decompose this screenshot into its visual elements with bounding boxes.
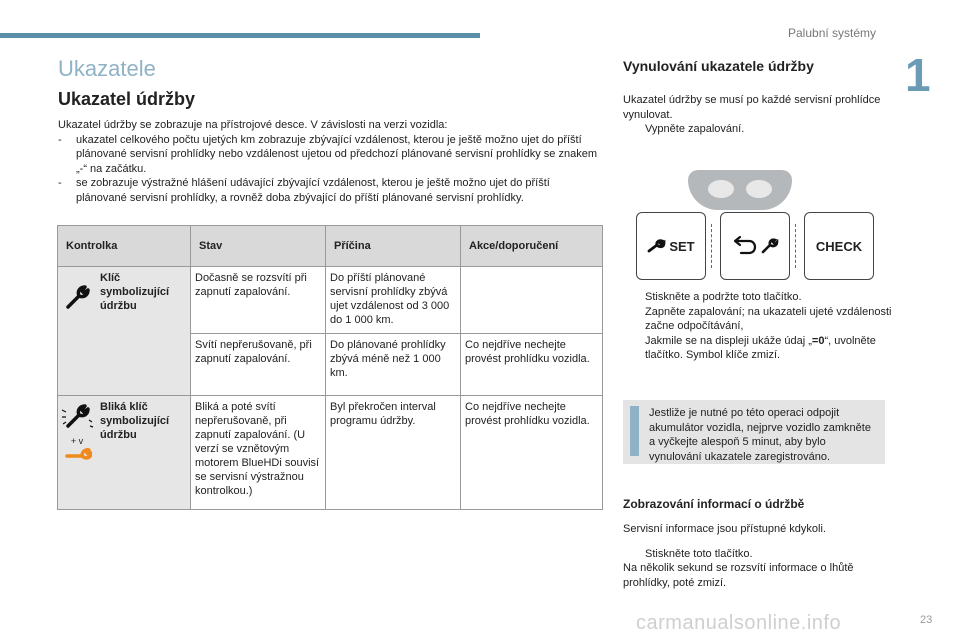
- page-number: 23: [920, 614, 933, 626]
- reset-step-4-value: =0: [811, 334, 825, 347]
- info-paragraph: Servisní informace jsou přístupné kdykoli.: [623, 523, 826, 535]
- orange-wrench-icon: [62, 446, 92, 462]
- intro-bullet-2: [58, 176, 603, 205]
- table-row: [58, 267, 603, 334]
- intro-paragraph: Ukazatel údržby se zobrazuje na přístrojové desce. V závislosti na verzi vozidla:: [58, 119, 448, 131]
- info-step: [623, 547, 893, 562]
- info-icon: [630, 406, 639, 456]
- indicator-icon-cell: [58, 267, 97, 396]
- indicator-icon-cell: [58, 396, 97, 510]
- set-button[interactable]: [636, 212, 706, 280]
- reset-step-1-text: Vypněte zapalování.: [645, 123, 745, 135]
- section-label: Palubní systémy: [788, 26, 877, 40]
- flashing-wrench-icon: [60, 400, 94, 430]
- dash-marker: -: [58, 133, 62, 146]
- section-heading: Ukazatel údržby: [58, 89, 196, 109]
- cause-cell: Byl překročen interval programu údržby.: [326, 396, 461, 510]
- reset-button[interactable]: [720, 212, 790, 280]
- col-header-action: Akce/doporučení: [461, 226, 603, 267]
- left-gauge: [708, 180, 734, 198]
- table-header-row: [58, 226, 603, 267]
- reset-intro: [623, 93, 893, 137]
- reset-step-2: [623, 290, 893, 305]
- info-paragraph-2: Na několik sekund se rozsvítí informace o lhůtě prohlídky, poté zmizí.: [623, 562, 854, 589]
- state-cell: Bliká a poté svítí nepřerušovaně, při zapnutí zapalování. (U verzí se vznětovým motorem BlueHDi souvisí se servisní výstražnou kontrolkou.): [191, 396, 326, 510]
- check-button[interactable]: [804, 212, 874, 280]
- reset-step-3: [623, 305, 893, 334]
- plus-v-label: + v: [70, 436, 84, 446]
- col-header-indicator: Kontrolka: [58, 226, 191, 267]
- reset-step-2-text: Stiskněte a podržte toto tlačítko.: [645, 291, 802, 303]
- reset-step-4-pre: Jakmile se na displeji ukáže údaj „: [645, 334, 812, 347]
- col-header-state: Stav: [191, 226, 326, 267]
- reset-heading: Vynulování ukazatele údržby: [623, 58, 814, 74]
- chapter-number: 1: [905, 49, 931, 101]
- wrench-icon: [62, 281, 92, 311]
- indicator-name: Bliká klíč symbolizující údržbu: [96, 396, 191, 510]
- reset-step-4: [623, 334, 893, 363]
- reset-steps: [623, 290, 893, 363]
- wrench-icon: [761, 238, 779, 254]
- info-note-text: Jestliže je nutné po této operaci odpojit akumulátor vozidla, nejprve vozidlo zamkněte a vyčkejte alespoň 5 minut, aby bylo vynulování ukazatele zaregistrováno.: [649, 407, 871, 463]
- state-cell: Dočasně se rozsvítí při zapnutí zapalování.: [191, 267, 326, 334]
- action-cell: Co nejdříve nechejte provést prohlídku vozidla.: [461, 396, 603, 510]
- header-bar: [0, 33, 480, 38]
- intro-bullet-2-text: se zobrazuje výstražné hlášení udávající zbývající vzdálenost, kterou je ještě možno ujet do příští plánované servisní prohlídky, a rovněž doba zbývající do příští plánované servisní prohlídky.: [76, 177, 550, 204]
- col-header-cause: Příčina: [326, 226, 461, 267]
- reset-step-4-post: “, uvolněte tlačítko. Symbol klíče zmizí.: [645, 334, 876, 361]
- right-gauge: [746, 180, 772, 198]
- table-row: [58, 396, 603, 510]
- indicator-table: [57, 225, 603, 510]
- info-heading: Zobrazování informací o údržbě: [623, 497, 805, 511]
- reset-step-3-text: Zapněte zapalování; na ukazateli ujeté vzdálenosti začne odpočítávání,: [645, 305, 892, 332]
- return-arrow-icon: [731, 235, 757, 257]
- cause-cell: Do plánované prohlídky zbývá méně než 1 000 km.: [326, 334, 461, 396]
- cause-cell: Do příští plánované servisní prohlídky zbývá ujet vzdálenost od 3 000 do 1 000 km.: [326, 267, 461, 334]
- indicator-name: Klíč symbolizující údržbu: [96, 267, 191, 396]
- set-button-label: SET: [669, 238, 695, 254]
- info-note: [623, 400, 885, 464]
- wrench-icon: [647, 239, 669, 253]
- reset-step-1: [623, 122, 893, 137]
- page-title: Ukazatele: [58, 56, 156, 81]
- divider: [795, 224, 798, 268]
- check-button-label: CHECK: [815, 238, 863, 254]
- info-section: [623, 522, 893, 590]
- intro-text: [58, 118, 603, 205]
- instrument-panel-illustration: [688, 170, 792, 210]
- action-cell: Co nejdříve nechejte provést prohlídku vozidla.: [461, 334, 603, 396]
- intro-bullet-1: [58, 133, 603, 177]
- state-cell: Svítí nepřerušovaně, při zapnutí zapalování.: [191, 334, 326, 396]
- reset-paragraph: Ukazatel údržby se musí po každé servisní prohlídce vynulovat.: [623, 94, 881, 121]
- dash-marker: -: [58, 177, 62, 189]
- intro-bullet-1-text: ukazatel celkového počtu ujetých km zobrazuje zbývající vzdálenost, kterou je ještě možno ujet do příští plánované servisní prohlídky nebo vzdálenost ujetou od předchozí plánované servisní prohlídky se znakem „-“ na začátku.: [76, 133, 597, 175]
- action-cell: [461, 267, 603, 334]
- watermark: carmanualsonline.info: [636, 612, 842, 634]
- divider: [711, 224, 714, 268]
- info-step-text: Stiskněte toto tlačítko.: [645, 547, 753, 560]
